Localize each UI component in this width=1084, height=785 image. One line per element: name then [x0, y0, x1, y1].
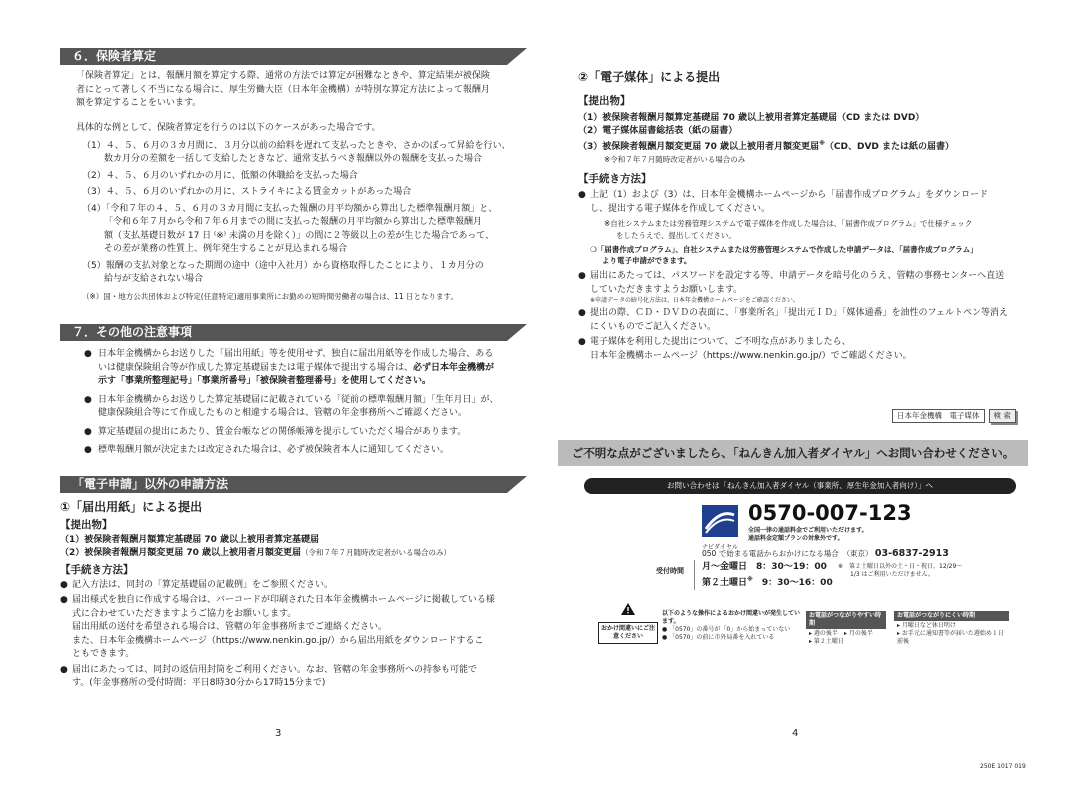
submission-item: （3）被保険者報酬月額変更届 70 歳以上被用者月額変更届: [578, 141, 820, 152]
section-7-title: ７．その他の注意事項: [72, 325, 193, 339]
alt-phone: [702, 547, 949, 561]
non-electronic-title: 「電子申請」以外の申請方法: [72, 477, 229, 491]
search-box[interactable]: [892, 409, 1016, 423]
navi-dial-label: ナビダイヤル: [702, 543, 738, 551]
case-4: （4）「令和７年の４、５、６月の３カ月間に支払った報酬の月平均額から算出した標準報酬月額」と、: [82, 203, 498, 214]
procedure-heading: 【手続き方法】: [60, 563, 134, 576]
caution-item: 「0570」の番号が「0」から始まっていない: [669, 626, 791, 634]
procedure-line: していただきますようお願いします。: [590, 284, 743, 295]
submission-note: ※令和７年７月随時改定者がいる場合のみ: [604, 155, 746, 165]
case-5-cont: 給与が支給されない場合: [104, 274, 204, 284]
case-4-cont: 「令和６年７月から令和７年６月までの間に支払った報酬の月平均額から算出した標準報酬月: [104, 217, 483, 227]
busy-title: お電話がつながりやすい時期: [806, 611, 886, 629]
method-1-title: ①「届出用紙」による提出: [60, 500, 203, 514]
procedure-note: をしたうえで、提出してください。: [616, 230, 736, 240]
note-bold: 示す「事業所整理記号」「事業所番号」「被保険者整理番号」を使用してください。: [98, 376, 432, 386]
hard-title: お電話がつながりにくい時期: [894, 611, 1009, 621]
procedure-line: ● 提出の際、ＣＤ・ＤＶＤの表面に、「事業所名」「提出元ＩＤ」「媒体通番」を油性のフェルトペン等消え: [590, 308, 1009, 319]
procedure-line: ● 届出にあたっては、同封の返信用封筒をご利用ください。なお、管轄の年金事務所への持参も可能で: [72, 664, 478, 675]
caution-box: [598, 603, 658, 644]
hours-label: 受付時間: [656, 567, 684, 575]
procedure-note-bold-text: 「届書作成プログラム」、自社システムまたは労務管理システムで作成した申請データは、「届書作成プログラム」: [596, 244, 978, 254]
procedure-line: ともできます。: [72, 649, 135, 659]
case-4-cont: その差が業務の性質上、例年発生することが見込まれる場合: [104, 244, 348, 254]
section-6-cases: [76, 122, 531, 302]
submission-item: （1）被保険者報酬月額算定基礎届 70 歳以上被用者算定基礎届（CD または DVD）: [578, 112, 925, 123]
procedure-line: す。(年金事務所の受付時間：平日8時30分から17時15分まで): [72, 678, 326, 688]
hard-box: [894, 611, 1009, 647]
alt-phone-number: 03-6837-2913: [874, 548, 949, 559]
procedure-line: ● 届出様式を独自に作成する場合は、バーコードが印刷された日本年金機構ホームページに掲載している様: [72, 595, 495, 605]
note-line: ● 日本年金機構からお送りした算定基礎届に記載されている「従前の標準報酬月額」「生年月日」が、: [98, 394, 499, 405]
search-button[interactable]: 検 索: [989, 409, 1016, 423]
procedure-note: ※自社システムまたは労務管理システムで電子媒体を作成した場合は、「届書作成プログラム」で仕様チェック: [604, 219, 973, 229]
procedure-line: また、日本年金機構ホームページ（https://www.nenkin.go.jp/）から届出用紙をダウンロードするこ: [72, 635, 484, 646]
search-input[interactable]: 日本年金機構 電子媒体: [892, 409, 985, 423]
note-bold: 必ず日本年金機構が: [413, 362, 495, 373]
hard-item: 月曜日など休日明け: [901, 622, 956, 630]
section-6-header: [60, 48, 507, 65]
navi-dial-icon: [702, 505, 738, 537]
document-code: 250E 1017 019: [980, 763, 1026, 770]
phone-number: 0570-007-123: [748, 501, 912, 525]
non-electronic-header: [60, 476, 507, 493]
case-5: （5）報酬の支払対象となった期間の途中（途中入社月）から資格取得したことにより、１カ月分の: [82, 260, 484, 271]
hours-time-1: 8：30～19：00: [756, 562, 827, 572]
busy-list: ▸ 週の後半 ▸ 月の後半 ▸ 第２土曜日: [809, 630, 873, 646]
method-1: [60, 498, 530, 691]
caution-lead: 以下のような操作によるおかけ間違いが発生しています。: [662, 610, 801, 626]
navi-dial-desc-2: 通話料金定額プランの対象外です。: [748, 535, 844, 543]
busy-item: 月の後半: [848, 630, 873, 638]
hours-note: [838, 563, 962, 579]
hours-day-2: 第２土曜日: [702, 577, 748, 588]
procedure-item: [578, 336, 1028, 363]
hours-note-1: ※ 第２土曜日以外の土・日・祝日、12/29～: [838, 563, 963, 570]
procedure-item: [60, 664, 530, 691]
hours-note-2: 1/3 はご利用いただけません。: [850, 571, 934, 579]
procedure-line: 日本年金機構ホームページ（https://www.nenkin.go.jp/）でご確認ください。: [590, 350, 912, 361]
busy-box: [806, 611, 886, 647]
note-item: [76, 426, 526, 440]
submission-item: （2）被保険者報酬月額変更届 70 歳以上被用者月額変更届: [60, 548, 302, 559]
note-line: ● 算定基礎届の提出にあたり、賃金台帳などの関係帳簿を提示していただく場合があります。: [98, 426, 467, 437]
procedure-note: ※申請データの暗号化方法は、日本年金機構ホームページをご確認ください。: [590, 297, 799, 305]
hard-list: ▸ 月曜日など休日明け ▸ お手元に通知書等が届いた週始め１日前後: [897, 622, 1004, 646]
busy-item: 週の後半: [813, 630, 838, 638]
warning-icon: [621, 603, 635, 615]
hours-divider: [694, 560, 695, 590]
hours-day-1: 月～金曜日: [702, 562, 748, 572]
note-line: ● 標準報酬月額が決定または改定された場合は、必ず被保険者本人に通知してください。: [98, 445, 450, 455]
procedure-item: [578, 307, 1028, 334]
procedure-line: 届出用紙の送付を希望される場合は、管轄の年金事務所までご連絡ください。: [72, 622, 388, 632]
submission-heading: 【提出物】: [578, 95, 631, 107]
procedure-item: [60, 579, 530, 593]
arrow-icon: ❍: [590, 244, 597, 254]
procedure-item: [578, 189, 1028, 266]
submission-item: （2）電子媒体届書総括表（紙の届書）: [578, 126, 738, 137]
page-number-3: 3: [275, 728, 282, 739]
page-number-4: 4: [792, 728, 799, 739]
procedure-line: にくいものでご記入ください。: [590, 321, 717, 332]
procedure-note-bold: より電子申請ができます。: [602, 256, 692, 265]
hours-sup: ※: [747, 575, 753, 583]
navi-dial-desc: [748, 527, 868, 543]
note-line: いは健康保険組合等が作成した算定基礎届または電子媒体で提出する場合は、: [98, 362, 414, 373]
section-6-title: ６．保険者算定: [72, 49, 157, 63]
note-line: 健康保険組合等にて作成したものと相違する場合は、管轄の年金事務所へご確認ください。: [98, 408, 468, 418]
busy-item: 第２土曜日: [813, 638, 844, 646]
note-line: ● 日本年金機構からお送りした「届出用紙」等を使用せず、独自に届出用紙等を作成した場合、ある: [98, 349, 494, 359]
submission-item: （1）被保険者報酬月額算定基礎届 70 歳以上被用者算定基礎届: [60, 534, 320, 545]
submission-item-tail: （CD、DVD または紙の届書）: [824, 141, 955, 152]
alt-phone-lead: 050 で始まる電話からおかけになる場合 （東京）: [702, 549, 873, 558]
caution-label: おかけ間違いにご注意ください: [598, 622, 658, 644]
section-7-header: [60, 324, 507, 341]
hard-item: お手元に通知書等が届いた週始め１日前後: [897, 630, 1004, 646]
case-2: （2）４、５、６月のいずれかの月に、低額の休職給を支払った場合: [82, 170, 358, 181]
procedure-item: [578, 270, 1028, 305]
method-2: [578, 68, 1028, 363]
intro-line: 「保険者算定」とは、報酬月額を算定する際、通常の方法では算定が困難なときや、算定結果が被保険: [76, 71, 490, 81]
procedure-note-bold: [590, 244, 1028, 255]
procedure-line: ● 上記（1）および（3）は、日本年金機構ホームページから「届書作成プログラム」をダウンロード: [590, 190, 989, 201]
contact-banner: ご不明な点がございましたら、「ねんきん加入者ダイヤル」へお問い合わせください。: [558, 440, 1028, 466]
method-2-title: ②「電子媒体」による提出: [578, 70, 721, 84]
case-1-cont: 数カ月分の差額を一括して支給したときなど、通常支払うべき報酬以外の報酬を支払った場合: [104, 154, 483, 164]
case-3: （3）４、５、６月のいずれかの月に、ストライキによる賃金カットがあった場合: [82, 187, 412, 197]
intro-line: 額を算定することをいいます。: [76, 98, 202, 108]
case-1: （1）４、５、６月の３カ月間に、３月分以前の給料を遅れて支払ったときや、さかのぼって昇給を行い、: [82, 140, 511, 151]
note-item: [76, 394, 526, 421]
procedure-line: し、提出する電子媒体を作成してください。: [590, 203, 771, 214]
procedure-line: ● 届出にあたっては、パスワードを設定する等、申請データを暗号化のうえ、管轄の事務センターへ直送: [590, 271, 1005, 282]
procedure-line: ● 電子媒体を利用した提出について、ご不明な点がありましたら、: [590, 337, 851, 348]
intro-line: 者にとって著しく不当になる場合に、厚生労働大臣（日本年金機構）が特別な算定方法によって報酬月: [76, 84, 490, 95]
note-item: [76, 348, 526, 389]
section-7-notes: [76, 348, 526, 458]
hours-table: [702, 561, 833, 590]
contact-pill: お問い合わせは「ねんきん加入者ダイヤル（事業所、厚生年金加入者向け）」へ: [584, 478, 1016, 494]
navi-dial-desc-1: 全国一律の通話料金でご利用いただけます。: [748, 527, 868, 534]
footnote-mark: ※: [819, 139, 825, 147]
submission-note: （令和７年７月随時改定者がいる場合のみ）: [301, 548, 452, 558]
caution-text: 以下のような操作によるおかけ間違いが発生しています。 ● 「0570」の番号が「0」から始まっていない ● 「0570」の前に市外局番を入れている: [662, 610, 801, 642]
cases-lead: 具体的な例として、保険者算定を行うのは以下のケースがあった場合です。: [76, 123, 381, 133]
procedure-line: ● 記入方法は、同封の「算定基礎届の記載例」をご参照ください。: [72, 579, 334, 590]
procedure-item: [60, 594, 530, 662]
caution-item: 「0570」の前に市外局番を入れている: [669, 634, 775, 642]
note-item: [76, 444, 526, 458]
case-note: （※）国・地方公共団体および特定(任意特定)適用事業所にお勤めの短時間労働者の場合は、11 日となります。: [82, 291, 458, 301]
procedure-heading: 【手続き方法】: [578, 172, 652, 185]
procedure-line: 式に合わせていただきますようご協力をお願いします。: [72, 608, 297, 619]
case-4-cont: 額（支払基礎日数が 17 日 ⁽※⁾ 未満の月を除く）」の間に２等級以上の差が生じた場合であって、: [104, 230, 495, 241]
hours-time-2: 9：30～16：00: [761, 577, 833, 588]
section-6-intro: [76, 70, 531, 111]
submission-heading: 【提出物】: [60, 519, 113, 531]
